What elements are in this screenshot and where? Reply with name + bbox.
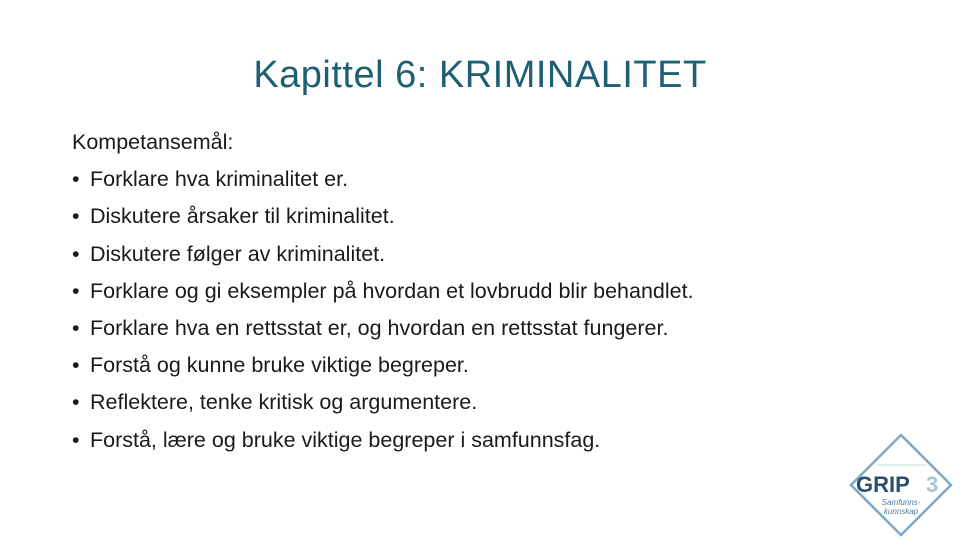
bullet-icon: • xyxy=(72,316,80,341)
competence-heading: Kompetansemål: xyxy=(72,130,234,154)
logo-brand-text: GRIP xyxy=(856,472,910,497)
slide-title: Kapittel 6: KRIMINALITET xyxy=(253,54,707,96)
bullet-text: Reflektere, tenke kritisk og argumentere. xyxy=(90,390,478,415)
bullet-icon: • xyxy=(72,353,80,378)
bullet-text: Diskutere følger av kriminalitet. xyxy=(90,241,386,266)
logo-subject-line2: kunnskap xyxy=(883,507,919,516)
bullet-text: Forstå og kunne bruke viktige begreper. xyxy=(90,353,469,378)
bullet-text: Forklare hva en rettsstat er, og hvordan en rettsstat fungerer. xyxy=(90,316,669,341)
bullet-text: Forstå, lære og bruke viktige begreper i samfunnsfag. xyxy=(90,427,601,452)
bullet-icon: • xyxy=(72,167,80,192)
bullet-item xyxy=(72,273,872,310)
bullet-item xyxy=(72,347,872,384)
bullet-item xyxy=(72,236,872,273)
bullet-item xyxy=(72,198,872,235)
bullet-item xyxy=(72,310,872,347)
bullet-item xyxy=(72,422,872,459)
logo-subject-line1: Samfunns- xyxy=(881,498,921,507)
bullet-icon: • xyxy=(72,241,80,266)
bullet-icon: • xyxy=(72,390,80,415)
bullet-icon: • xyxy=(72,204,80,229)
bullet-item xyxy=(72,161,872,198)
slide-body xyxy=(72,124,872,459)
logo-number-text: 3 xyxy=(926,472,939,497)
grip-3-logo-icon xyxy=(848,432,954,538)
bullet-text: Diskutere årsaker til kriminalitet. xyxy=(90,204,395,229)
bullet-item xyxy=(72,384,872,421)
bullet-icon: • xyxy=(72,278,80,303)
bullet-text: Forklare og gi eksempler på hvordan et lovbrudd blir behandlet. xyxy=(90,278,694,303)
bullet-text: Forklare hva kriminalitet er. xyxy=(90,167,349,192)
bullet-icon: • xyxy=(72,427,80,452)
